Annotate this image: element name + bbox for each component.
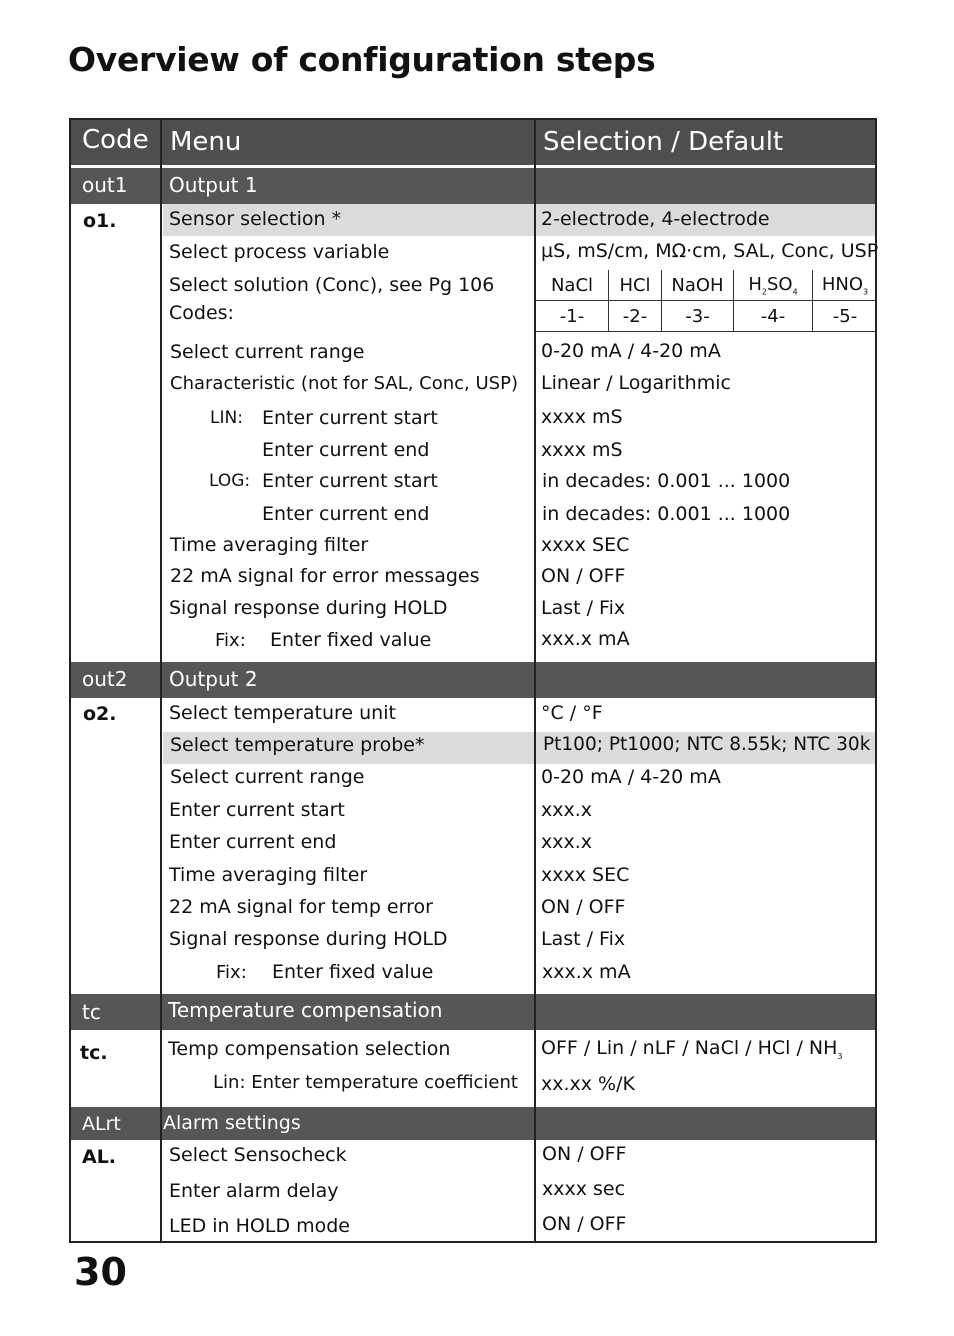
menu-log-current-end: Enter current end: [262, 503, 430, 525]
menu-process-variable: Select process variable: [169, 241, 390, 263]
solution-naoh: NaOH: [662, 270, 734, 301]
header-selection: Selection / Default: [543, 127, 784, 157]
solution-code-1: -1-: [536, 301, 609, 332]
value-current-end-2: xxx.x: [541, 831, 593, 853]
menu-signal-22: 22 mA signal for error messages: [170, 565, 480, 587]
value-log-current-start: in decades: 0.001 ... 1000: [542, 470, 791, 492]
value-current-range-2: 0-20 mA / 4-20 mA: [541, 766, 721, 788]
value-lin-current-end: xxxx mS: [541, 439, 623, 461]
section-code-tc: tc: [82, 1000, 101, 1024]
menu-current-start-2: Enter current start: [169, 799, 345, 821]
value-led-hold: ON / OFF: [542, 1213, 627, 1235]
section-label-tc: Temperature compensation: [168, 998, 443, 1022]
value-sensor-selection: 2-electrode, 4-electrode: [541, 208, 770, 230]
menu-alarm-delay: Enter alarm delay: [169, 1180, 339, 1202]
value-signal-22: ON / OFF: [541, 565, 626, 587]
value-tc-lin-coeff: xx.xx %/K: [541, 1073, 635, 1095]
configuration-table: [69, 118, 877, 1243]
menu-filter: Time averaging filter: [170, 534, 369, 556]
menu-current-range-2: Select current range: [170, 766, 365, 788]
header-menu: Menu: [170, 127, 242, 157]
value-sensocheck: ON / OFF: [542, 1143, 627, 1165]
solution-code-2: -2-: [609, 301, 662, 332]
section-label-out1: Output 1: [169, 173, 258, 197]
code-o1: o1.: [83, 210, 117, 232]
value-current-start-2: xxx.x: [541, 799, 593, 821]
menu-temp-unit: Select temperature unit: [169, 702, 396, 724]
value-fixed-value: xxx.x mA: [541, 628, 630, 650]
menu-hold: Signal response during HOLD: [169, 597, 448, 619]
value-log-current-end: in decades: 0.001 ... 1000: [542, 503, 791, 525]
section-label-alrt: Alarm settings: [163, 1112, 301, 1134]
value-fixed-value-2: xxx.x mA: [542, 961, 631, 983]
solution-codes-grid: [536, 270, 877, 332]
value-current-range: 0-20 mA / 4-20 mA: [541, 340, 721, 362]
section-code-alrt: ALrt: [82, 1113, 121, 1135]
menu-current-range: Select current range: [170, 341, 365, 363]
code-o2: o2.: [83, 703, 117, 725]
menu-fixed-value-2: Enter fixed value: [272, 961, 434, 983]
solution-code-3: -3-: [662, 301, 734, 332]
value-signal-22-2: ON / OFF: [541, 896, 626, 918]
solution-nacl: NaCl: [536, 270, 609, 301]
solution-code-5: -5-: [813, 301, 878, 332]
value-characteristic: Linear / Logarithmic: [541, 372, 731, 394]
section-code-out2: out2: [82, 667, 128, 691]
solution-hno3: $HNO_3$: [813, 270, 878, 301]
value-hold: Last / Fix: [541, 597, 626, 619]
menu-solution: Select solution (Conc), see Pg 106: [169, 274, 495, 296]
menu-lin-current-start: Enter current start: [262, 407, 438, 429]
menu-temp-probe: Select temperature probe*: [170, 734, 425, 756]
label-fix: Fix:: [215, 630, 246, 651]
value-temp-unit: °C / °F: [541, 702, 603, 724]
value-lin-current-start: xxxx mS: [541, 406, 623, 428]
menu-led-hold: LED in HOLD mode: [169, 1215, 351, 1237]
solution-code-4: -4-: [734, 301, 813, 332]
page-number: 30: [74, 1250, 127, 1294]
menu-sensor-selection: Sensor selection *: [169, 208, 342, 230]
solution-hcl: HCl: [609, 270, 662, 301]
page-title: Overview of configuration steps: [68, 40, 656, 79]
menu-lin-current-end: Enter current end: [262, 439, 430, 461]
solution-h2so4: $H_2SO_4$: [734, 270, 813, 301]
menu-current-end-2: Enter current end: [169, 831, 337, 853]
menu-hold-2: Signal response during HOLD: [169, 928, 448, 950]
menu-fixed-value: Enter fixed value: [270, 629, 432, 651]
menu-codes: Codes:: [169, 302, 234, 324]
value-filter-2: xxxx SEC: [541, 864, 630, 886]
column-divider-code: [160, 120, 162, 1241]
label-log: LOG:: [209, 471, 251, 491]
code-al: AL.: [82, 1146, 117, 1168]
value-alarm-delay: xxxx sec: [542, 1178, 626, 1200]
menu-characteristic: Characteristic (not for SAL, Conc, USP): [170, 373, 518, 394]
menu-tc-selection: Temp compensation selection: [168, 1038, 451, 1060]
code-tc: tc.: [80, 1042, 108, 1064]
section-code-out1: out1: [82, 173, 128, 197]
header-code: Code: [82, 125, 149, 155]
value-process-variable: µS, mS/cm, MΩ·cm, SAL, Conc, USP: [541, 240, 879, 262]
value-tc-selection: OFF / Lin / nLF / NaCl / HCl / $NH_3$: [541, 1037, 843, 1061]
menu-sensocheck: Select Sensocheck: [169, 1144, 347, 1166]
value-hold-2: Last / Fix: [541, 928, 626, 950]
menu-log-current-start: Enter current start: [262, 470, 438, 492]
menu-filter-2: Time averaging filter: [169, 864, 368, 886]
value-filter: xxxx SEC: [541, 534, 630, 556]
label-fix-2: Fix:: [216, 962, 247, 983]
menu-tc-lin-coeff: Lin: Enter temperature coefficient: [213, 1072, 518, 1093]
label-lin: LIN:: [210, 408, 243, 428]
menu-signal-22-2: 22 mA signal for temp error: [169, 896, 433, 918]
section-label-out2: Output 2: [169, 667, 258, 691]
value-temp-probe: Pt100; Pt1000; NTC 8.55k; NTC 30k: [543, 734, 871, 755]
